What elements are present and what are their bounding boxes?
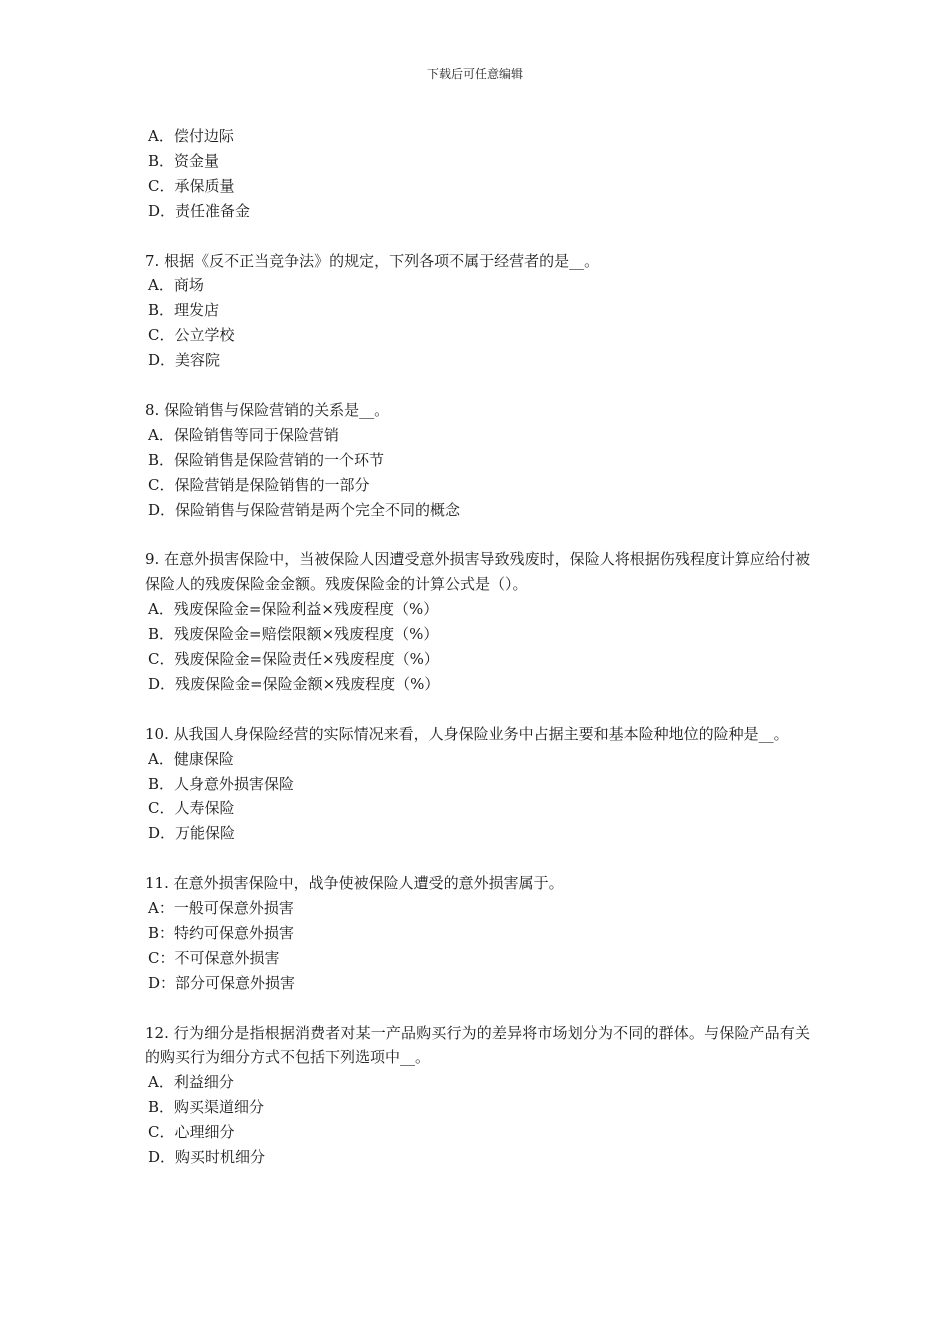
option-a: A．残废保险金=保险利益×残废程度（%）: [148, 600, 439, 619]
question-text: 8. 保险销售与保险营销的关系是__。: [145, 400, 390, 419]
option-d: D．保险销售与保险营销是两个完全不同的概念: [148, 500, 461, 519]
question-text: 10. 从我国人身保险经营的实际情况来看，人身保险业务中占据主要和基本险种地位的险种是__。: [145, 724, 789, 743]
question-block-10: [145, 722, 810, 847]
option-d: D．购买时机细分: [148, 1148, 266, 1167]
option-c: C．残废保险金=保险责任×残废程度（%）: [148, 649, 439, 668]
option-d: D．责任准备金: [148, 201, 251, 220]
option-a: A．商场: [148, 276, 204, 295]
option-b: B．资金量: [148, 151, 220, 170]
question-text: 12. 行为细分是指根据消费者对某一产品购买行为的差异将市场划分为不同的群体。与保险产品有关的购买行为细分方式不包括下列选项中__。: [145, 1023, 810, 1067]
option-d: D．万能保险: [148, 824, 236, 843]
option-c: C．心理细分: [148, 1123, 235, 1142]
question-list: [145, 124, 810, 1195]
option-a: A．偿付边际: [148, 127, 234, 145]
option-a: A．利益细分: [148, 1073, 234, 1092]
option-a: A．保险销售等同于保险营销: [148, 425, 339, 444]
option-a: A．健康保险: [148, 749, 234, 768]
option-b: B．理发店: [148, 301, 220, 320]
question-block-9: [145, 547, 810, 696]
page-header: 下载后可任意编辑: [426, 67, 523, 81]
question-text: 9. 在意外损害保险中，当被保险人因遭受意外损害导致残废时，保险人将根据伤残程度计算应给付被保险人的残废保险金金额。残废保险金的计算公式是（）。: [145, 550, 810, 594]
question-block-11: [145, 871, 810, 996]
option-b: B．保险销售是保险营销的一个环节: [148, 450, 385, 469]
option-d: D：部分可保意外损害: [148, 973, 296, 992]
question-text: 7. 根据《反不正当竞争法》的规定，下列各项不属于经营者的是__。: [145, 251, 600, 270]
option-b: B．残废保险金=赔偿限额×残废程度（%）: [148, 625, 439, 644]
question-block-8: [145, 398, 810, 523]
option-a: A：一般可保意外损害: [148, 899, 294, 918]
option-b: B：特约可保意外损害: [148, 923, 295, 942]
question-text: 11. 在意外损害保险中，战争使被保险人遭受的意外损害属于。: [145, 874, 564, 893]
option-b: B．购买渠道细分: [148, 1098, 265, 1117]
option-c: C．承保质量: [148, 176, 235, 195]
option-c: C：不可保意外损害: [148, 948, 280, 967]
option-b: B．人身意外损害保险: [148, 774, 295, 793]
option-d: D．美容院: [148, 351, 221, 370]
option-c: C．保险营销是保险销售的一部分: [148, 475, 370, 494]
option-c: C．公立学校: [148, 326, 235, 345]
option-c: C．人寿保险: [148, 799, 235, 818]
option-d: D．残废保险金=保险金额×残废程度（%）: [148, 674, 440, 693]
question-block-7: [145, 249, 810, 374]
question-block-6: [145, 124, 810, 224]
question-block-12: [145, 1021, 810, 1170]
